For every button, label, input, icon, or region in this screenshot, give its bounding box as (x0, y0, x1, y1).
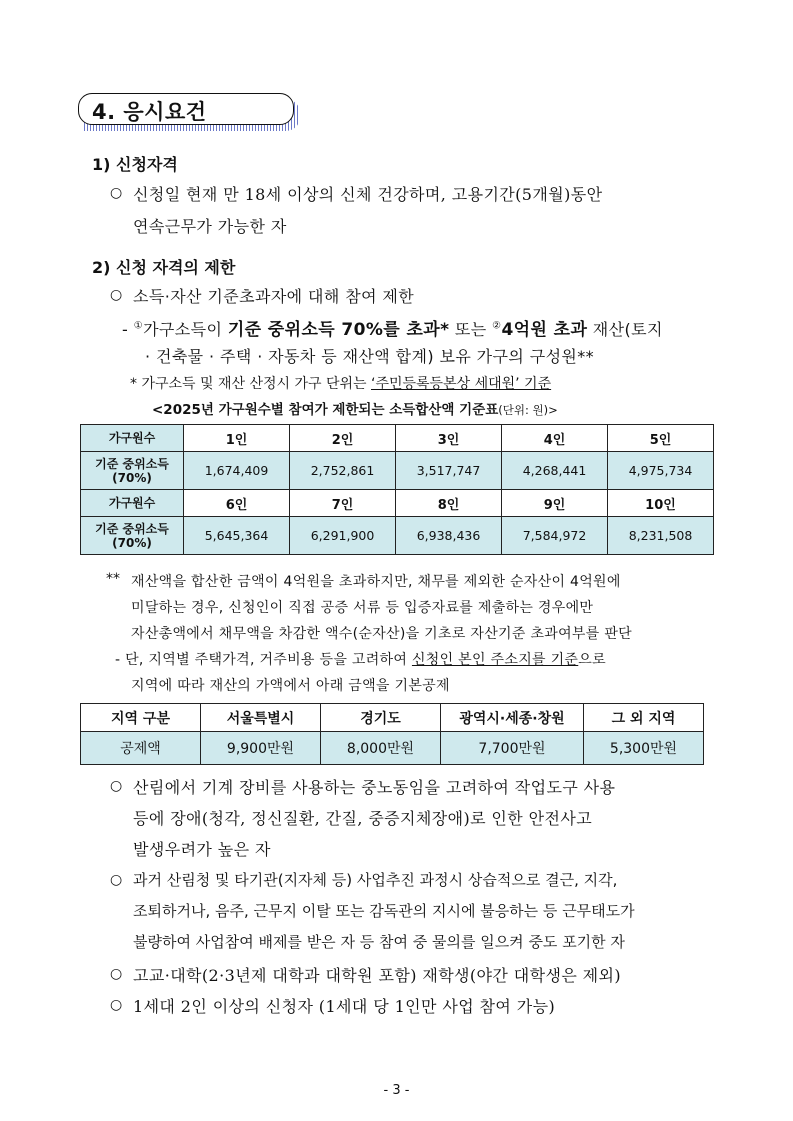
asset-note-line-5: 지역에 따라 재산의 가액에서 아래 금액을 기본공제 (131, 678, 450, 694)
table-cell: 1,674,409 (184, 452, 290, 490)
table-cell: 7인 (290, 490, 396, 517)
bullet-mark: ○ (110, 778, 123, 794)
bullet-4-line-1: 1세대 2인 이상의 신청자 (1세대 당 1인만 사업 참여 가능) (133, 997, 556, 1016)
asset-note-line-2: 미달하는 경우, 신청인이 직접 공증 서류 등 입증자료를 제출하는 경우에만 (131, 600, 594, 616)
bullet-mark: ○ (110, 872, 123, 888)
table-cell: 6,938,436 (396, 517, 502, 555)
bullet-2-line-3: 불량하여 사업참여 배제를 받은 자 등 참여 중 물의를 일으켜 중도 포기한 자 (133, 933, 625, 951)
text: * 가구소득 및 재산 산정시 가구 단위는 (130, 376, 372, 392)
table-cell: 5,645,364 (184, 517, 290, 555)
table-row (81, 425, 714, 452)
circled-2: ② (492, 320, 502, 332)
asset-note-prefix: ** (106, 571, 120, 587)
table-cell: 그 외 지역 (584, 704, 704, 732)
text: - 단, 지역별 주택가격, 거주비용 등을 고려하여 (115, 652, 412, 668)
text: 으로 (578, 652, 606, 668)
table-cell: 가구원수 (81, 425, 184, 452)
emph-asset: 4억원 초과 (501, 320, 588, 340)
restriction-intro: 소득·자산 기준초과자에 대해 참여 제한 (133, 287, 415, 306)
eligibility-line-1: 신청일 현재 만 18세 이상의 신체 건강하며, 고용기간(5개월)동안 (133, 185, 603, 204)
asset-note-line-1: 재산액을 합산한 금액이 4억원을 초과하지만, 채무를 제외한 순자산이 4억원에 (131, 574, 621, 590)
table-cell: 공제액 (81, 732, 201, 765)
table-row (81, 704, 704, 732)
heading-eligibility: 1) 신청자격 (92, 155, 178, 174)
table-cell: 5인 (608, 425, 714, 452)
table-cell: 4,268,441 (502, 452, 608, 490)
text: 재산(토지 (587, 320, 663, 339)
table-cell: 2인 (290, 425, 396, 452)
caption-unit: (단위: 원)> (498, 403, 558, 417)
table-cell: 가구원수 (81, 490, 184, 517)
eligibility-line-2: 연속근무가 가능한 자 (133, 217, 287, 236)
page-number: - 3 - (383, 1083, 410, 1098)
table-cell: 4,975,734 (608, 452, 714, 490)
table-cell: 9,900만원 (201, 732, 321, 765)
bullet-3-line-1: 고교·대학(2·3년제 대학과 대학원 포함) 재학생(야간 대학생은 제외) (133, 966, 622, 985)
table-cell: 경기도 (321, 704, 441, 732)
restriction-line-b: · 건축물 · 주택 · 자동차 등 재산액 합계) 보유 가구의 구성원** (145, 347, 595, 366)
table-cell: 8,000만원 (321, 732, 441, 765)
table-cell: 광역시·세종·창원 (441, 704, 584, 732)
text: 가구소득이 (143, 320, 228, 339)
asset-note-line-4 (115, 649, 606, 669)
bullet-1-line-2: 등에 장애(청각, 정신질환, 간질, 중증지체장애)로 인한 안전사고 (133, 809, 593, 828)
emph-income: 기준 중위소득 70%를 초과* (227, 320, 450, 340)
dash: - (122, 320, 129, 339)
circled-1: ① (133, 320, 144, 332)
bullet-1-line-1: 산림에서 기계 장비를 사용하는 중노동임을 고려하여 작업도구 사용 (133, 778, 616, 797)
table-row (81, 490, 714, 517)
table-cell: 지역 구분 (81, 704, 201, 732)
asset-note-line-3: 자산총액에서 채무액을 차감한 액수(순자산)을 기초로 자산기준 초과여부를 판단 (131, 626, 632, 642)
table-cell: 6인 (184, 490, 290, 517)
table-cell: 기준 중위소득 (70%) (81, 517, 184, 555)
bullet-1-line-3: 발생우려가 높은 자 (133, 840, 271, 859)
bullet-mark: ○ (110, 185, 123, 201)
table-cell: 3인 (396, 425, 502, 452)
caption-text: <2025년 가구원수별 참여가 제한되는 소득합산액 기준표 (152, 402, 499, 418)
section-header (78, 93, 300, 131)
table-cell: 6,291,900 (290, 517, 396, 555)
table-cell: 기준 중위소득 (70%) (81, 452, 184, 490)
table-caption (152, 398, 558, 418)
table-cell: 7,584,972 (502, 517, 608, 555)
text: 또는 (449, 320, 493, 339)
restriction-line-a (122, 315, 663, 340)
deduction-table (80, 703, 704, 765)
household-note (130, 373, 551, 393)
table-cell: 9인 (502, 490, 608, 517)
section-title: 4. 응시요건 (92, 100, 207, 124)
table-cell: 1인 (184, 425, 290, 452)
table-row (81, 517, 714, 555)
bullet-mark: ○ (110, 966, 123, 982)
table-cell: 10인 (608, 490, 714, 517)
income-threshold-table (80, 424, 714, 555)
bullet-2-line-1: 과거 산림청 및 타기관(지자체 등) 사업추진 과정시 상습적으로 결근, 지각, (133, 871, 618, 889)
address-emph: 신청인 본인 주소지를 기준 (411, 652, 579, 668)
table-row (81, 452, 714, 490)
table-cell: 3,517,747 (396, 452, 502, 490)
bullet-mark: ○ (110, 287, 123, 303)
bullet-2-line-2: 조퇴하거나, 음주, 근무지 이탈 또는 감독관의 지시에 불응하는 등 근무태도가 (133, 902, 635, 920)
table-cell: 7,700만원 (441, 732, 584, 765)
table-row (81, 732, 704, 765)
table-cell: 8,231,508 (608, 517, 714, 555)
table-cell: 서울특별시 (201, 704, 321, 732)
household-note-emph: ‘주민등록등본상 세대원’ 기준 (371, 376, 552, 392)
table-cell: 8인 (396, 490, 502, 517)
table-cell: 2,752,861 (290, 452, 396, 490)
heading-restrictions: 2) 신청 자격의 제한 (92, 258, 236, 277)
table-cell: 4인 (502, 425, 608, 452)
bullet-mark: ○ (110, 997, 123, 1013)
table-cell: 5,300만원 (584, 732, 704, 765)
